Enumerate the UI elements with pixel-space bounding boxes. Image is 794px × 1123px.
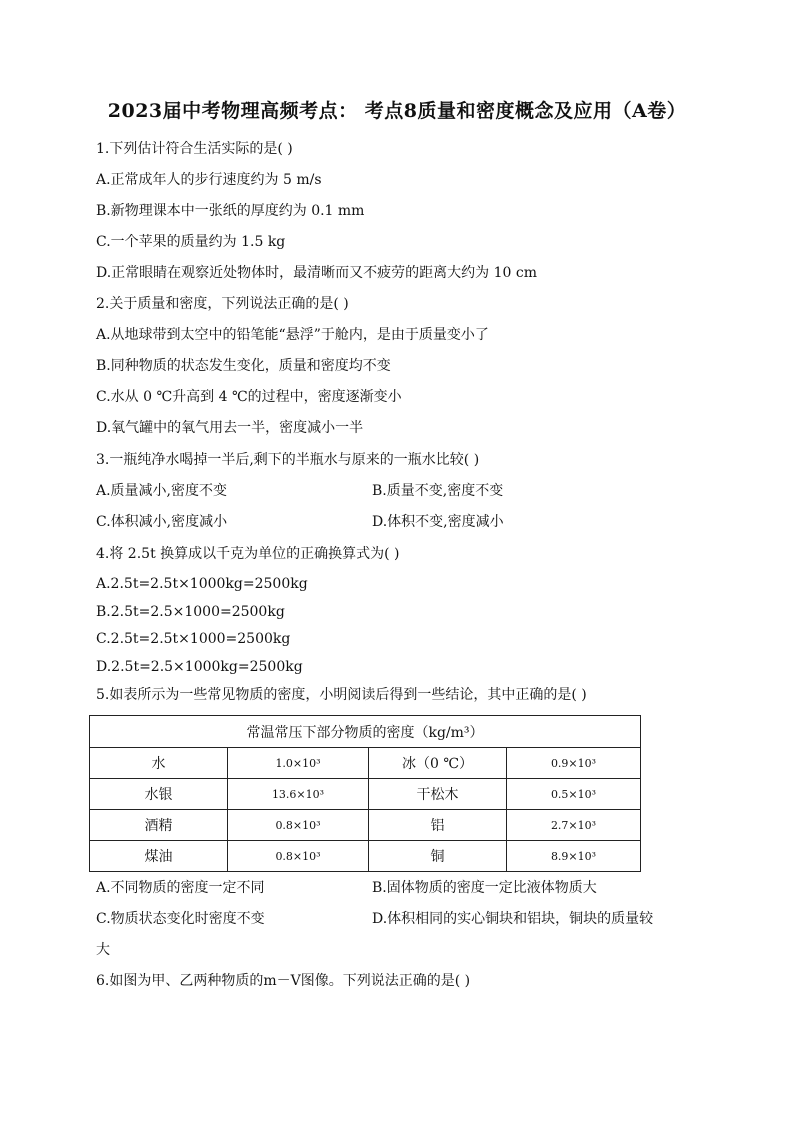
table-cell-density: 8.9×10³	[507, 841, 641, 872]
table-cell-material: 铜	[369, 841, 507, 872]
table-cell-density: 0.8×10³	[228, 810, 369, 841]
q1-stem: 1.下列估计符合生活实际的是( )	[96, 141, 293, 157]
table-cell-density: 13.6×10³	[228, 779, 369, 810]
table-cell-density: 0.5×10³	[507, 779, 641, 810]
q5-option-a: A.不同物质的密度一定不同	[96, 880, 265, 896]
table-cell-density: 2.7×10³	[507, 810, 641, 841]
table-row	[90, 841, 641, 872]
q6-stem: 6.如图为甲、乙两种物质的m－V图像。下列说法正确的是( )	[96, 973, 471, 989]
q2-option-b: B.同种物质的状态发生变化，质量和密度均不变	[96, 358, 391, 374]
q1-option-b: B.新物理课本中一张纸的厚度约为 0.1 mm	[96, 203, 365, 219]
q3-option-d: D.体积不变,密度减小	[372, 514, 504, 530]
q5-option-b: B.固体物质的密度一定比液体物质大	[372, 880, 597, 896]
q4-option-a: A.2.5t=2.5t×1000kg=2500kg	[96, 576, 308, 592]
table-row	[90, 748, 641, 779]
q5-option-c: C.物质状态变化时密度不变	[96, 911, 265, 927]
table-cell-material: 铝	[369, 810, 507, 841]
table-cell-material: 水	[90, 748, 228, 779]
q2-option-a: A.从地球带到太空中的铅笔能“悬浮”于舱内，是由于质量变小了	[96, 327, 489, 343]
table-caption: 常温常压下部分物质的密度（kg/m³）	[90, 716, 641, 748]
table-cell-density: 0.9×10³	[507, 748, 641, 779]
table-row	[90, 810, 641, 841]
page-title: 2023届中考物理高频考点： 考点8质量和密度概念及应用（A卷）	[107, 100, 687, 122]
table-cell-density: 1.0×10³	[228, 748, 369, 779]
table-cell-material: 水银	[90, 779, 228, 810]
q1-option-d: D.正常眼睛在观察近处物体时，最清晰而又不疲劳的距离大约为 10 cm	[96, 265, 538, 281]
density-table	[89, 715, 641, 872]
q1-option-c: C.一个苹果的质量约为 1.5 kg	[96, 234, 286, 250]
q3-option-a: A.质量减小,密度不变	[96, 483, 228, 499]
q3-option-b: B.质量不变,密度不变	[372, 483, 504, 499]
q3-stem: 3.一瓶纯净水喝掉一半后,剩下的半瓶水与原来的一瓶水比较( )	[96, 452, 480, 468]
table-cell-density: 0.8×10³	[228, 841, 369, 872]
q4-stem: 4.将 2.5t 换算成以千克为单位的正确换算式为( )	[96, 546, 400, 562]
q4-option-b: B.2.5t=2.5×1000=2500kg	[96, 604, 285, 620]
table-caption-row	[90, 716, 641, 748]
table-cell-material: 酒精	[90, 810, 228, 841]
q1-option-a: A.正常成年人的步行速度约为 5 m/s	[96, 172, 322, 188]
q5-option-d-continued: 大	[96, 942, 110, 958]
q2-option-c: C.水从 0 ℃升高到 4 ℃的过程中，密度逐渐变小	[96, 389, 402, 405]
q3-option-c: C.体积减小,密度减小	[96, 514, 228, 530]
table-cell-material: 干松木	[369, 779, 507, 810]
table-row	[90, 779, 641, 810]
q5-option-d: D.体积相同的实心铜块和铝块，铜块的质量较	[372, 911, 654, 927]
q2-stem: 2.关于质量和密度，下列说法正确的是( )	[96, 296, 349, 312]
q5-stem: 5.如表所示为一些常见物质的密度，小明阅读后得到一些结论，其中正确的是( )	[96, 687, 587, 703]
q2-option-d: D.氧气罐中的氧气用去一半，密度减小一半	[96, 420, 364, 436]
table-cell-material: 冰（0 ℃）	[369, 748, 507, 779]
q4-option-d: D.2.5t=2.5×1000kg=2500kg	[96, 659, 303, 675]
table-cell-material: 煤油	[90, 841, 228, 872]
q4-option-c: C.2.5t=2.5t×1000=2500kg	[96, 631, 291, 647]
